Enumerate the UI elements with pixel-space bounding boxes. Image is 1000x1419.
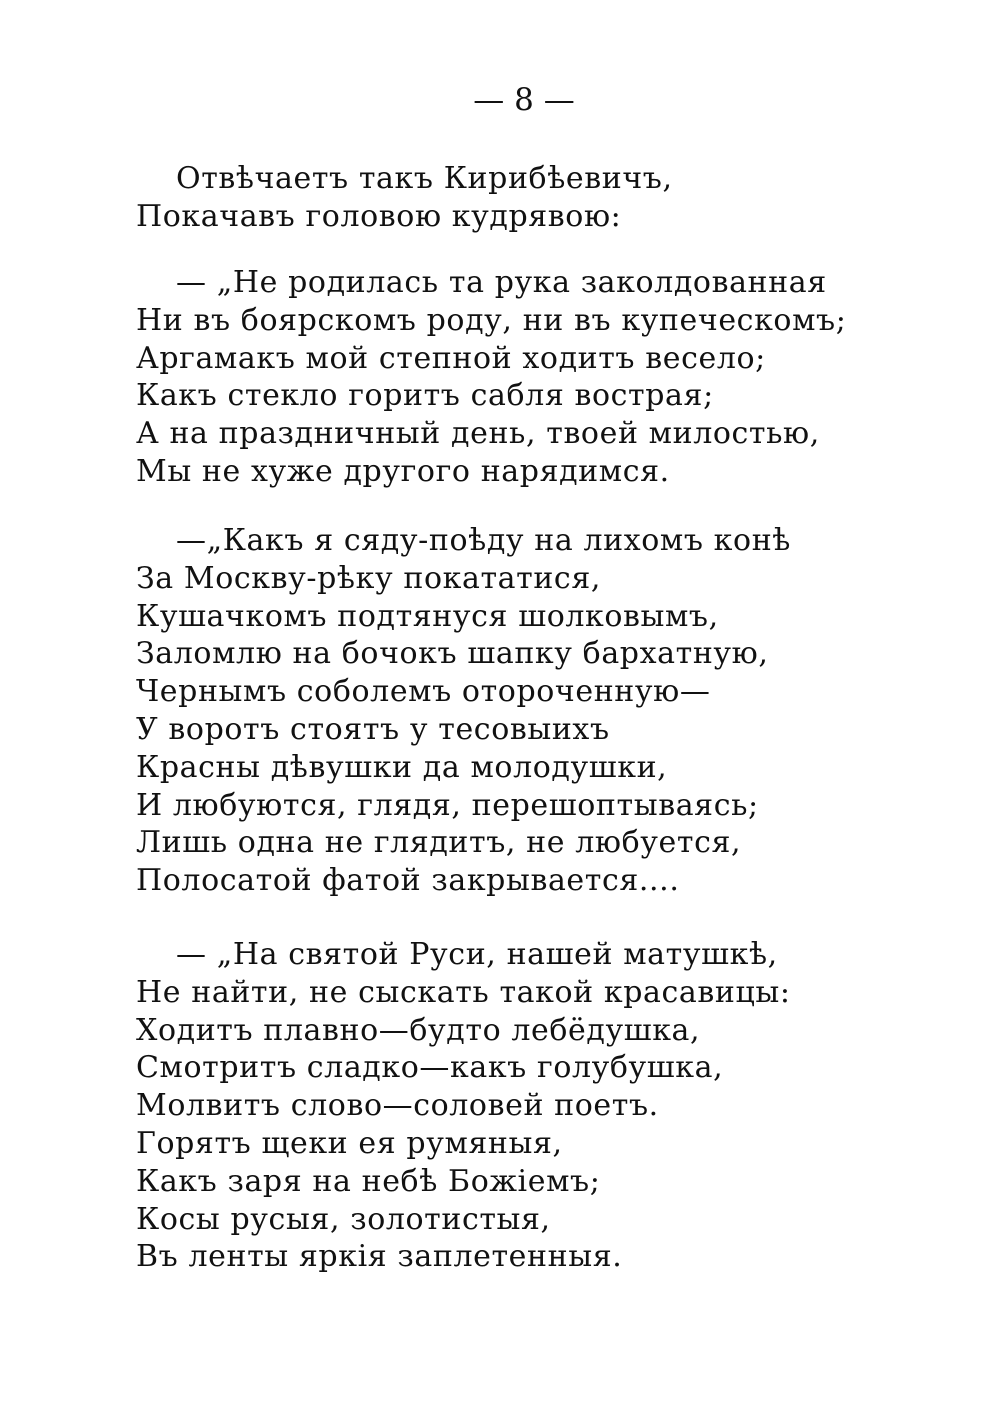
- verse-line: Ни въ боярскомъ роду, ни въ купеческомъ;: [136, 302, 847, 338]
- verse-line: Молвитъ слово—соловей поетъ.: [136, 1088, 659, 1124]
- page-number: — 8 —: [473, 82, 575, 118]
- verse-line: Отвѣчаетъ такъ Кирибѣевичъ,: [176, 161, 673, 196]
- stanza-1: [136, 160, 916, 236]
- verse-line: Заломлю на бочокъ шапку бархатную,: [136, 636, 769, 672]
- verse-line: Покачавъ головою кудрявою:: [136, 198, 622, 234]
- verse-line: —„Какъ я сяду-поѣду на лихомъ конѣ: [176, 523, 791, 558]
- verse-line: Какъ стекло горитъ сабля вострая;: [136, 378, 714, 414]
- verse-line: Аргамакъ мой степной ходитъ весело;: [136, 340, 766, 376]
- verse-line: — „На святой Руси, нашей матушкѣ,: [176, 937, 778, 972]
- verse-line: Полосатой фатой закрывается....: [136, 863, 680, 899]
- verse-line: У воротъ стоятъ у тесовыихъ: [136, 711, 610, 747]
- stanza-4: [136, 936, 916, 1276]
- verse-line: И любуются, глядя, перешоптываясь;: [136, 787, 759, 823]
- stanza-2: [136, 264, 916, 491]
- verse-line: Смотритъ сладко—какъ голубушка,: [136, 1050, 724, 1086]
- verse-line: Въ ленты яркія заплетенныя.: [136, 1239, 623, 1275]
- verse-line: Красны дѣвушки да молодушки,: [136, 749, 668, 785]
- verse-line: Косы русыя, золотистыя,: [136, 1201, 551, 1237]
- verse-line: Не найти, не сыскать такой красавицы:: [136, 974, 791, 1010]
- verse-line: Кушачкомъ подтянуся шолковымъ,: [136, 598, 719, 634]
- verse-line: За Москву-рѣку покататися,: [136, 560, 601, 596]
- verse-line: Чернымъ соболемъ отороченную—: [136, 674, 711, 710]
- stanza-3: [136, 522, 916, 900]
- verse-line: Какъ заря на небѣ Божіемъ;: [136, 1163, 601, 1199]
- verse-line: Мы не хуже другого нарядимся.: [136, 453, 670, 489]
- verse-line: Горятъ щеки ея румяныя,: [136, 1125, 563, 1161]
- verse-line: А на праздничный день, твоей милостью,: [136, 416, 820, 452]
- verse-line: Ходитъ плавно—будто лебёдушка,: [136, 1012, 701, 1048]
- verse-line: — „Не родилась та рука заколдованная: [176, 265, 827, 300]
- verse-line: Лишь одна не глядитъ, не любуется,: [136, 825, 742, 861]
